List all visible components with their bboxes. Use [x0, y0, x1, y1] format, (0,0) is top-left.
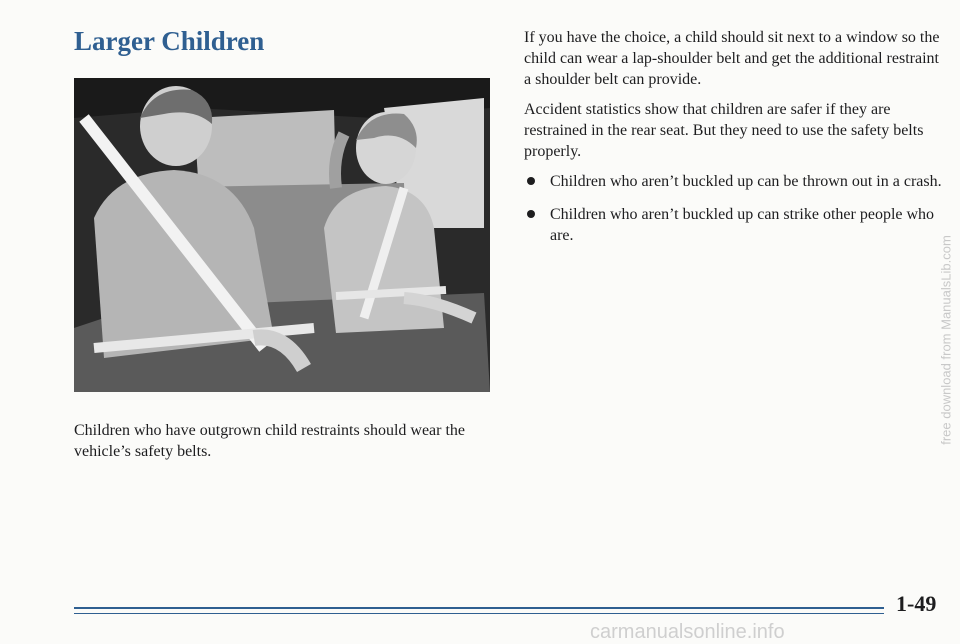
paragraph: If you have the choice, a child should sit next to a window so the child can wear a lap-shoulder belt and get the additional restraint a shoulder belt can provide.: [524, 29, 940, 88]
bullet-text: Children who aren’t buckled up can be thrown out in a crash.: [550, 173, 942, 190]
source-watermark: free download from ManualsLib.com: [938, 235, 954, 445]
bullet-text: Children who aren’t buckled up can strike other people who are.: [550, 206, 935, 244]
children-seatbelt-illustration: [74, 78, 490, 392]
paragraph: Accident statistics show that children are safer if they are restrained in the rear seat. But they need to use the safety belts properly.: [524, 101, 924, 160]
bullet-list: [524, 171, 944, 246]
illustration-drawing: [74, 78, 490, 392]
body-text-column: [524, 27, 944, 258]
site-watermark: carmanualsonline.info: [590, 621, 785, 643]
bullet-item: [524, 171, 944, 192]
illustration-caption: Children who have outgrown child restraints should wear the vehicle’s safety belts.: [74, 422, 466, 460]
bullet-dot-icon: [527, 210, 535, 218]
footer-rule-thin: [74, 613, 884, 614]
bullet-dot-icon: [527, 177, 535, 185]
footer-rule: [74, 607, 884, 609]
bullet-item: [524, 204, 944, 246]
section-title: Larger Children: [74, 26, 265, 56]
page-number: 1-49: [896, 591, 937, 616]
